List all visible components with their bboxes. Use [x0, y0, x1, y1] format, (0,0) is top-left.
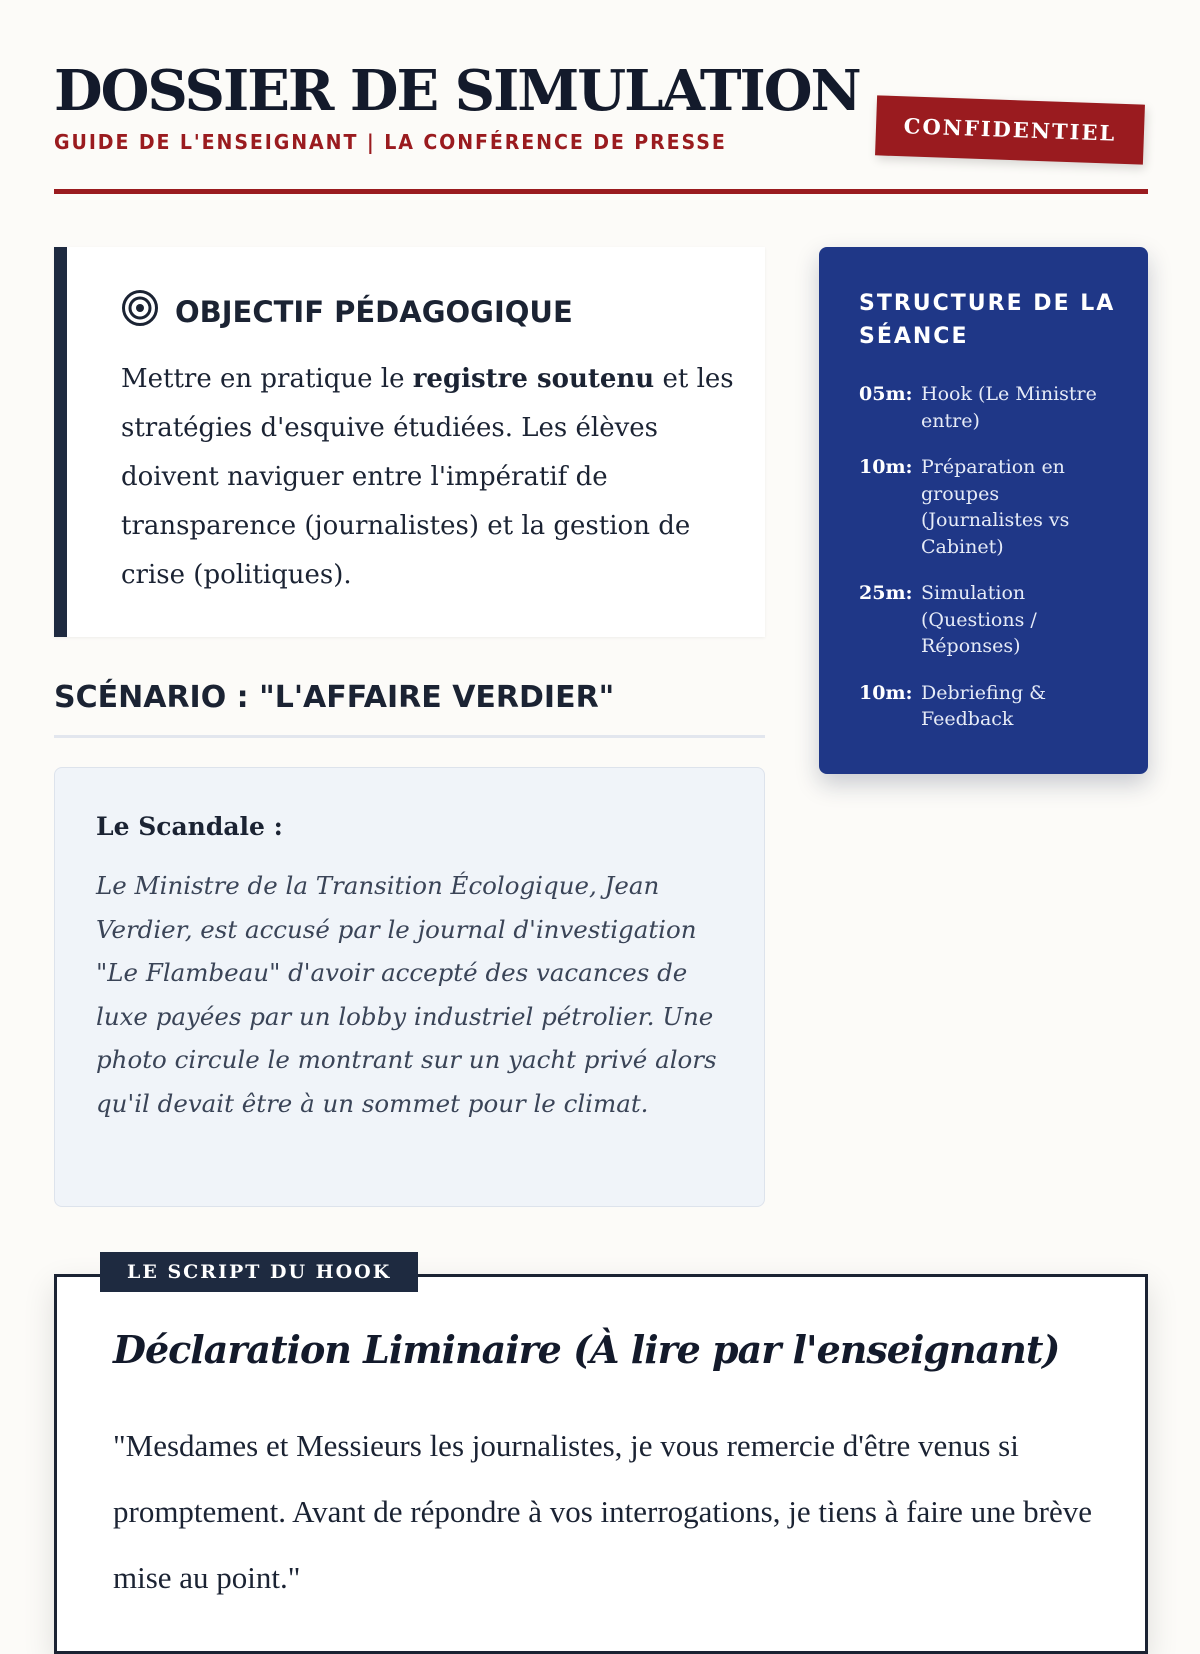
- scandal-label: Le Scandale :: [96, 812, 283, 841]
- objective-text: [121, 355, 751, 600]
- timeline-item: [859, 680, 1119, 733]
- target-icon: [121, 289, 159, 334]
- objective-text-emphasis: registre soutenu: [412, 364, 655, 394]
- hook-tag: LE SCRIPT DU HOOK: [100, 1252, 418, 1292]
- session-timeline: [859, 381, 1119, 753]
- hook-script-box: [54, 1261, 1148, 1654]
- timeline-label: Préparation en groupes (Journalistes vs Cabinet): [921, 456, 1070, 558]
- objective-title: OBJECTIF PÉDAGOGIQUE: [175, 294, 573, 329]
- timeline-time: 25m:: [859, 582, 913, 604]
- document-subtitle: GUIDE DE L'ENSEIGNANT | LA CONFÉRENCE DE PRESSE: [54, 130, 727, 154]
- hook-text: "Mesdames et Messieurs les journalistes, je vous remercie d'être venus si promptement. Avant de répondre à vos interrogations, je tiens à faire une brève mise au point.": [113, 1428, 1093, 1595]
- structure-title: STRUCTURE DE LA SÉANCE: [859, 291, 1116, 349]
- objective-text-start: Mettre en pratique le: [121, 364, 413, 394]
- scandal-text: Le Ministre de la Transition Écologique, Jean Verdier, est accusé par le journal d'investigation "Le Flambeau" d'avoir accepté des vacances de luxe payées par un lobby industriel pétrolier. Une photo circule le montrant sur un yacht privé alors qu'il devait être à un sommet pour le climat.: [96, 871, 717, 1118]
- objective-heading: [121, 289, 573, 334]
- scenario-title: SCÉNARIO : "L'AFFAIRE VERDIER": [54, 680, 765, 738]
- timeline-label: Hook (Le Ministre entre): [921, 383, 1097, 432]
- timeline-item: [859, 381, 1119, 434]
- scandal-box: [54, 767, 765, 1207]
- document-title: DOSSIER DE SIMULATION: [54, 58, 860, 124]
- timeline-time: 10m:: [859, 456, 913, 478]
- timeline-time: 10m:: [859, 681, 913, 704]
- objective-text-end: et les stratégies d'esquive étudiées. Les élèves doivent naviguer entre l'impératif de transparence (journalistes) et la gestion de crise (politiques).: [121, 364, 734, 590]
- session-structure-panel: [819, 247, 1148, 774]
- objective-card: [54, 247, 765, 637]
- timeline-label: Debriefing & Feedback: [921, 681, 1047, 730]
- timeline-time: 05m:: [859, 383, 913, 405]
- timeline-item: [859, 454, 1119, 560]
- confidential-stamp: CONFIDENTIEL: [875, 95, 1145, 164]
- timeline-item: [859, 580, 1119, 660]
- hook-title: Déclaration Liminaire (À lire par l'enseignant): [113, 1327, 1060, 1372]
- document-header: [54, 56, 1148, 194]
- timeline-label: Simulation (Questions / Réponses): [921, 582, 1037, 657]
